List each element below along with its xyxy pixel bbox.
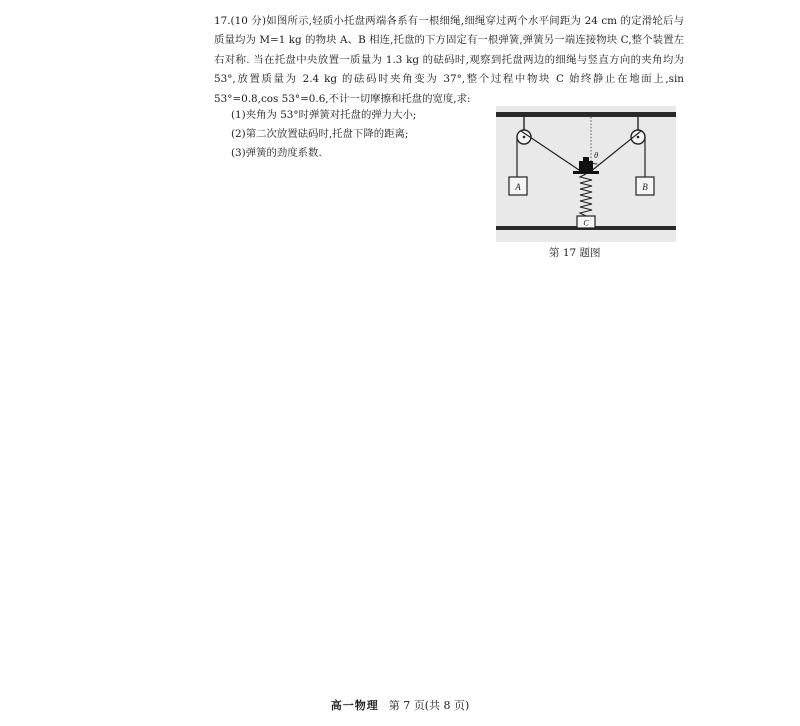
block-b-label: B bbox=[642, 182, 648, 192]
ceiling-bar bbox=[496, 112, 676, 117]
sub-question-3: (3)弹簧的劲度系数. bbox=[231, 146, 322, 159]
left-pulley-axle bbox=[523, 136, 526, 139]
problem-17 bbox=[214, 12, 684, 109]
sub-questions bbox=[231, 106, 486, 162]
problem-score: (10 分) bbox=[230, 15, 266, 27]
footer-subject: 高一物理 bbox=[330, 699, 379, 712]
theta-label: θ bbox=[594, 150, 599, 160]
sub-question-1: (1)夹角为 53°时弹簧对托盘的弹力大小; bbox=[231, 109, 417, 121]
right-pulley-axle bbox=[637, 136, 640, 139]
pulley-spring-diagram bbox=[496, 106, 676, 242]
block-a-label: A bbox=[515, 182, 521, 192]
weight-knob bbox=[583, 157, 589, 161]
problem-stem-paragraph bbox=[214, 12, 684, 109]
block-c-label: C bbox=[583, 218, 589, 228]
weight-block-icon bbox=[579, 161, 593, 171]
problem-figure bbox=[496, 106, 676, 242]
sub-question-2: (2)第二次放置砝码时,托盘下降的距离; bbox=[231, 127, 409, 140]
page-footer bbox=[0, 697, 800, 713]
footer-page-number: 第 7 页(共 8 页) bbox=[388, 699, 470, 712]
tray bbox=[573, 171, 599, 174]
problem-stem: 如图所示,轻质小托盘两端各系有一根细绳,细绳穿过两个水平间距为 24 cm 的定滑轮后与质量均为 M=1 kg 的物块 A、B 相连,托盘的下方固定有一根弹簧,弹簧另一端连接物块 C,整个装置左右对称. 当在托盘中央放置一质量为 1.3 kg 的砝码时,观察到托盘两边的细绳与竖直方向的夹角均为 53°,放置质量为 2.4 kg 的砝码时夹角变为 37°,整个过程中物块 C 始终静止在地面上,sin 53°=0.8,cos 53°=0.6,不计一切摩擦和托盘的宽度,求: bbox=[214, 15, 684, 105]
problem-number: 17. bbox=[214, 15, 231, 27]
figure-caption: 第 17 题图 bbox=[549, 247, 601, 259]
